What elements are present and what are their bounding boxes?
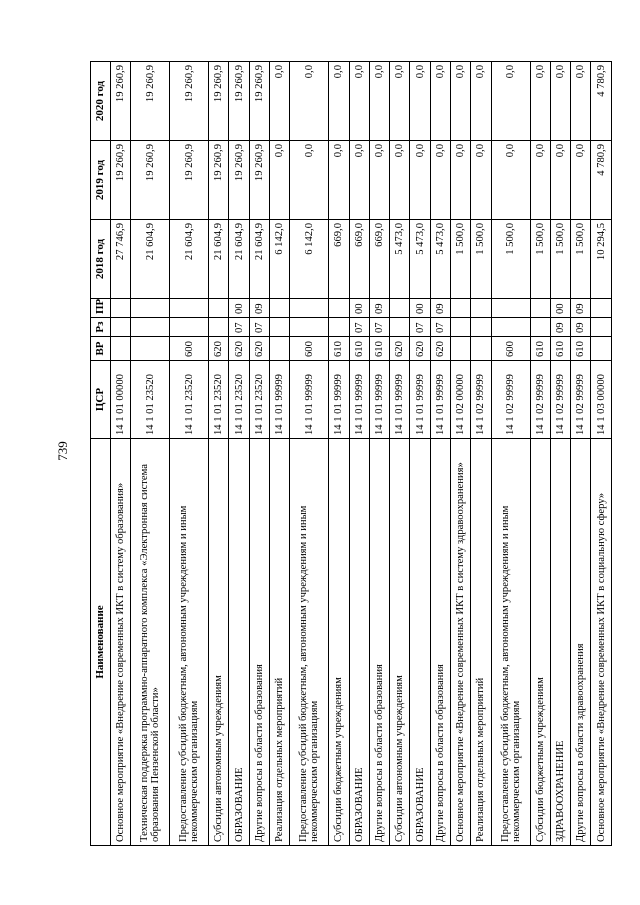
cell-vr: 600 [170, 337, 209, 361]
cell-name: Субсидии бюджетным учреждениям [329, 439, 349, 846]
table-row [530, 62, 550, 846]
cell-2018: 5 473,0 [390, 220, 410, 299]
cell-2018: 669,0 [329, 220, 349, 299]
table-row [591, 62, 612, 846]
cell-pr [530, 299, 550, 318]
cell-2019: 0,0 [329, 141, 349, 220]
cell-rz: 07 [229, 318, 249, 337]
cell-2020: 0,0 [349, 62, 369, 141]
cell-2018: 669,0 [369, 220, 389, 299]
header-pr: ПР [91, 299, 111, 318]
cell-rz [451, 318, 471, 337]
cell-2020: 0,0 [451, 62, 471, 141]
header-vr: ВР [91, 337, 111, 361]
cell-csr: 14 1 01 99999 [430, 361, 450, 439]
cell-name: Предоставление субсидий бюджетным, автономным учреждениям и иным некоммерческим организациям [290, 439, 329, 846]
table-row [209, 62, 229, 846]
cell-pr: 09 [571, 299, 591, 318]
cell-name: ОБРАЗОВАНИЕ [349, 439, 369, 846]
cell-name: Реализация отдельных мероприятий [270, 439, 290, 846]
cell-2018: 10 294,5 [591, 220, 612, 299]
cell-csr: 14 1 01 99999 [270, 361, 290, 439]
cell-pr [209, 299, 229, 318]
cell-name: Другие вопросы в области образования [369, 439, 389, 846]
table-row [170, 62, 209, 846]
cell-vr: 610 [349, 337, 369, 361]
cell-2018: 5 473,0 [430, 220, 450, 299]
cell-vr: 600 [491, 337, 530, 361]
cell-pr: 00 [349, 299, 369, 318]
cell-rz [530, 318, 550, 337]
table-row [430, 62, 450, 846]
table-row [270, 62, 290, 846]
cell-2019: 19 260,9 [170, 141, 209, 220]
cell-csr: 14 1 01 23520 [131, 361, 170, 439]
cell-csr: 14 1 01 99999 [329, 361, 349, 439]
table-body [111, 62, 612, 846]
cell-vr: 610 [530, 337, 550, 361]
cell-2020: 0,0 [430, 62, 450, 141]
cell-rz [390, 318, 410, 337]
cell-2019: 0,0 [349, 141, 369, 220]
cell-pr [170, 299, 209, 318]
cell-csr: 14 1 02 99999 [471, 361, 491, 439]
cell-2018: 1 500,0 [491, 220, 530, 299]
cell-name: Техническая поддержка программно-аппаратного комплекса «Электронная система образования Пензенской области» [131, 439, 170, 846]
cell-2020: 19 260,9 [249, 62, 269, 141]
cell-rz [290, 318, 329, 337]
cell-name: ОБРАЗОВАНИЕ [410, 439, 430, 846]
cell-2019: 0,0 [430, 141, 450, 220]
cell-2018: 6 142,0 [270, 220, 290, 299]
table-row [471, 62, 491, 846]
cell-pr [111, 299, 131, 318]
budget-table [90, 61, 612, 846]
cell-2018: 27 746,9 [111, 220, 131, 299]
cell-2018: 21 604,9 [131, 220, 170, 299]
cell-csr: 14 1 02 99999 [491, 361, 530, 439]
cell-2019: 19 260,9 [111, 141, 131, 220]
table-row [410, 62, 430, 846]
cell-2019: 19 260,9 [131, 141, 170, 220]
rotated-table-inner [90, 61, 612, 846]
cell-rz: 07 [430, 318, 450, 337]
cell-rz: 09 [571, 318, 591, 337]
cell-2018: 1 500,0 [550, 220, 570, 299]
cell-2020: 19 260,9 [229, 62, 249, 141]
table-row [390, 62, 410, 846]
cell-2019: 0,0 [571, 141, 591, 220]
table-row [550, 62, 570, 846]
cell-2020: 0,0 [530, 62, 550, 141]
cell-2019: 19 260,9 [229, 141, 249, 220]
cell-2019: 0,0 [550, 141, 570, 220]
cell-vr [451, 337, 471, 361]
cell-pr [290, 299, 329, 318]
cell-2019: 0,0 [410, 141, 430, 220]
cell-2020: 0,0 [491, 62, 530, 141]
table-row [451, 62, 471, 846]
cell-2018: 21 604,9 [170, 220, 209, 299]
header-2019: 2019 год [91, 141, 111, 220]
cell-rz: 07 [410, 318, 430, 337]
cell-2019: 0,0 [390, 141, 410, 220]
table-row [369, 62, 389, 846]
table-row [329, 62, 349, 846]
cell-2019: 4 780,9 [591, 141, 612, 220]
cell-rz: 09 [550, 318, 570, 337]
cell-2019: 0,0 [491, 141, 530, 220]
cell-rz [491, 318, 530, 337]
cell-csr: 14 1 02 99999 [530, 361, 550, 439]
table-row [131, 62, 170, 846]
cell-csr: 14 1 01 00000 [111, 361, 131, 439]
table-row [571, 62, 591, 846]
table-row [249, 62, 269, 846]
cell-2018: 6 142,0 [290, 220, 329, 299]
cell-2020: 19 260,9 [170, 62, 209, 141]
cell-vr: 620 [249, 337, 269, 361]
cell-2020: 19 260,9 [209, 62, 229, 141]
header-rz: Рз [91, 318, 111, 337]
cell-pr [491, 299, 530, 318]
cell-pr [270, 299, 290, 318]
cell-vr: 620 [229, 337, 249, 361]
cell-name: Другие вопросы в области образования [249, 439, 269, 846]
cell-2019: 0,0 [369, 141, 389, 220]
cell-2019: 0,0 [530, 141, 550, 220]
cell-2020: 0,0 [571, 62, 591, 141]
table-row [111, 62, 131, 846]
cell-2019: 19 260,9 [249, 141, 269, 220]
cell-vr [131, 337, 170, 361]
cell-name: Основное мероприятие «Внедрение современных ИКТ в социальную сферу» [591, 439, 612, 846]
cell-name: ЗДРАВООХРАНЕНИЕ [550, 439, 570, 846]
cell-csr: 14 1 01 23520 [170, 361, 209, 439]
cell-2018: 21 604,9 [209, 220, 229, 299]
cell-vr: 610 [369, 337, 389, 361]
cell-csr: 14 1 01 23520 [229, 361, 249, 439]
cell-name: Предоставление субсидий бюджетным, автономным учреждениям и иным некоммерческим организациям [170, 439, 209, 846]
cell-2020: 19 260,9 [111, 62, 131, 141]
cell-pr [451, 299, 471, 318]
cell-name: Субсидии бюджетным учреждениям [530, 439, 550, 846]
cell-2020: 0,0 [471, 62, 491, 141]
cell-rz [209, 318, 229, 337]
cell-vr [471, 337, 491, 361]
cell-csr: 14 1 01 23520 [249, 361, 269, 439]
cell-csr: 14 1 01 99999 [369, 361, 389, 439]
cell-2018: 1 500,0 [471, 220, 491, 299]
cell-name: ОБРАЗОВАНИЕ [229, 439, 249, 846]
cell-name: Предоставление субсидий бюджетным, автономным учреждениям и иным некоммерческим организациям [491, 439, 530, 846]
cell-csr: 14 1 02 00000 [451, 361, 471, 439]
cell-rz: 07 [249, 318, 269, 337]
cell-name: Субсидии автономным учреждениям [390, 439, 410, 846]
cell-rz [111, 318, 131, 337]
cell-rz [329, 318, 349, 337]
cell-2020: 0,0 [390, 62, 410, 141]
cell-2019: 19 260,9 [209, 141, 229, 220]
cell-csr: 14 1 02 99999 [550, 361, 570, 439]
cell-2020: 0,0 [270, 62, 290, 141]
cell-2020: 0,0 [550, 62, 570, 141]
cell-rz: 07 [369, 318, 389, 337]
cell-name: Основное мероприятие «Внедрение современных ИКТ в систему здравоохранения» [451, 439, 471, 846]
cell-2018: 1 500,0 [571, 220, 591, 299]
cell-csr: 14 1 01 99999 [410, 361, 430, 439]
cell-2018: 1 500,0 [451, 220, 471, 299]
cell-2018: 669,0 [349, 220, 369, 299]
cell-csr: 14 1 01 99999 [349, 361, 369, 439]
cell-2018: 1 500,0 [530, 220, 550, 299]
table-row [229, 62, 249, 846]
cell-rz [131, 318, 170, 337]
cell-vr: 620 [430, 337, 450, 361]
cell-pr [471, 299, 491, 318]
cell-pr: 09 [430, 299, 450, 318]
cell-rz [471, 318, 491, 337]
cell-2020: 4 780,9 [591, 62, 612, 141]
table-row [349, 62, 369, 846]
cell-vr: 620 [390, 337, 410, 361]
header-2018: 2018 год [91, 220, 111, 299]
cell-vr [270, 337, 290, 361]
rotated-table-frame [90, 61, 612, 846]
cell-csr: 14 1 03 00000 [591, 361, 612, 439]
cell-vr [591, 337, 612, 361]
cell-2019: 0,0 [270, 141, 290, 220]
cell-2020: 0,0 [369, 62, 389, 141]
cell-2018: 21 604,9 [249, 220, 269, 299]
cell-pr [329, 299, 349, 318]
header-name: Наименование [91, 439, 111, 846]
cell-2019: 0,0 [290, 141, 329, 220]
cell-vr [111, 337, 131, 361]
cell-csr: 14 1 02 99999 [571, 361, 591, 439]
cell-rz [591, 318, 612, 337]
cell-vr: 620 [410, 337, 430, 361]
cell-vr: 620 [209, 337, 229, 361]
cell-pr: 09 [249, 299, 269, 318]
cell-2020: 0,0 [329, 62, 349, 141]
table-header-row [91, 62, 111, 846]
cell-rz [170, 318, 209, 337]
cell-csr: 14 1 01 99999 [390, 361, 410, 439]
cell-vr: 610 [571, 337, 591, 361]
cell-csr: 14 1 01 99999 [290, 361, 329, 439]
header-csr: ЦСР [91, 361, 111, 439]
cell-rz: 07 [349, 318, 369, 337]
table-row [491, 62, 530, 846]
cell-name: Другие вопросы в области здравоохранения [571, 439, 591, 846]
cell-name: Реализация отдельных мероприятий [471, 439, 491, 846]
cell-vr: 610 [329, 337, 349, 361]
cell-2019: 0,0 [451, 141, 471, 220]
page-number: 739 [55, 441, 70, 461]
cell-pr: 00 [550, 299, 570, 318]
cell-name: Субсидии автономным учреждениям [209, 439, 229, 846]
cell-pr: 00 [229, 299, 249, 318]
cell-name: Другие вопросы в области образования [430, 439, 450, 846]
cell-2018: 5 473,0 [410, 220, 430, 299]
table-row [290, 62, 329, 846]
cell-pr [131, 299, 170, 318]
cell-2020: 19 260,9 [131, 62, 170, 141]
cell-2018: 21 604,9 [229, 220, 249, 299]
cell-2019: 0,0 [471, 141, 491, 220]
header-2020: 2020 год [91, 62, 111, 141]
cell-pr [591, 299, 612, 318]
cell-2020: 0,0 [290, 62, 329, 141]
cell-pr: 09 [369, 299, 389, 318]
cell-csr: 14 1 01 23520 [209, 361, 229, 439]
cell-2020: 0,0 [410, 62, 430, 141]
cell-vr: 610 [550, 337, 570, 361]
cell-vr: 600 [290, 337, 329, 361]
cell-rz [270, 318, 290, 337]
cell-pr: 00 [410, 299, 430, 318]
cell-name: Основное мероприятие «Внедрение современных ИКТ в систему образования» [111, 439, 131, 846]
cell-pr [390, 299, 410, 318]
